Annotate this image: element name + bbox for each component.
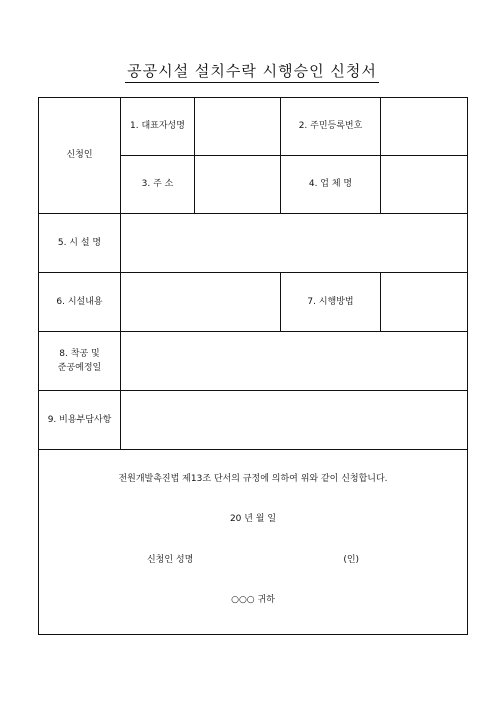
schedule-value[interactable]	[121, 332, 468, 391]
form-title: 공공시설 설치수락 시행승인 신청서	[125, 62, 379, 83]
cost-burden-value[interactable]	[121, 391, 468, 450]
facility-content-value[interactable]	[121, 273, 281, 332]
schedule-label-line2: 준공예정일	[57, 363, 102, 373]
form-title-wrap	[0, 60, 504, 81]
declaration-signer-line	[41, 553, 465, 567]
schedule-label-line1: 8. 착공 및	[59, 348, 100, 359]
resident-number-label: 2. 주민등록번호	[281, 98, 381, 156]
declaration-statement: 전원개발촉진법 제13조 단서의 규정에 의하여 위와 같이 신청합니다.	[118, 474, 388, 484]
facility-name-value[interactable]	[121, 214, 468, 273]
schedule-label	[39, 332, 121, 391]
address-value[interactable]	[195, 156, 281, 214]
facility-name-label: 5. 시 설 명	[39, 214, 121, 273]
execution-method-label: 7. 시행방법	[281, 273, 381, 332]
seal-mark: (인)	[343, 554, 360, 565]
company-name-label: 4. 업 체 명	[281, 156, 381, 214]
company-name-value[interactable]	[381, 156, 468, 214]
recipient-line: ○○○ 귀하	[231, 595, 275, 606]
facility-content-label: 6. 시설내용	[39, 273, 121, 332]
representative-name-label: 1. 대표자성명	[121, 98, 195, 156]
address-label: 3. 주 소	[121, 156, 195, 214]
declaration-date: 20 년 월 일	[229, 514, 277, 525]
application-form-table	[38, 97, 468, 635]
declaration-block	[41, 450, 465, 608]
signer-label: 신청인 성명	[146, 554, 194, 565]
declaration-cell	[39, 450, 468, 635]
execution-method-value[interactable]	[381, 273, 468, 332]
applicant-section-label: 신청인	[39, 98, 121, 214]
resident-number-value[interactable]	[381, 98, 468, 156]
representative-name-value[interactable]	[195, 98, 281, 156]
cost-burden-label: 9. 비용부담사항	[39, 391, 121, 450]
